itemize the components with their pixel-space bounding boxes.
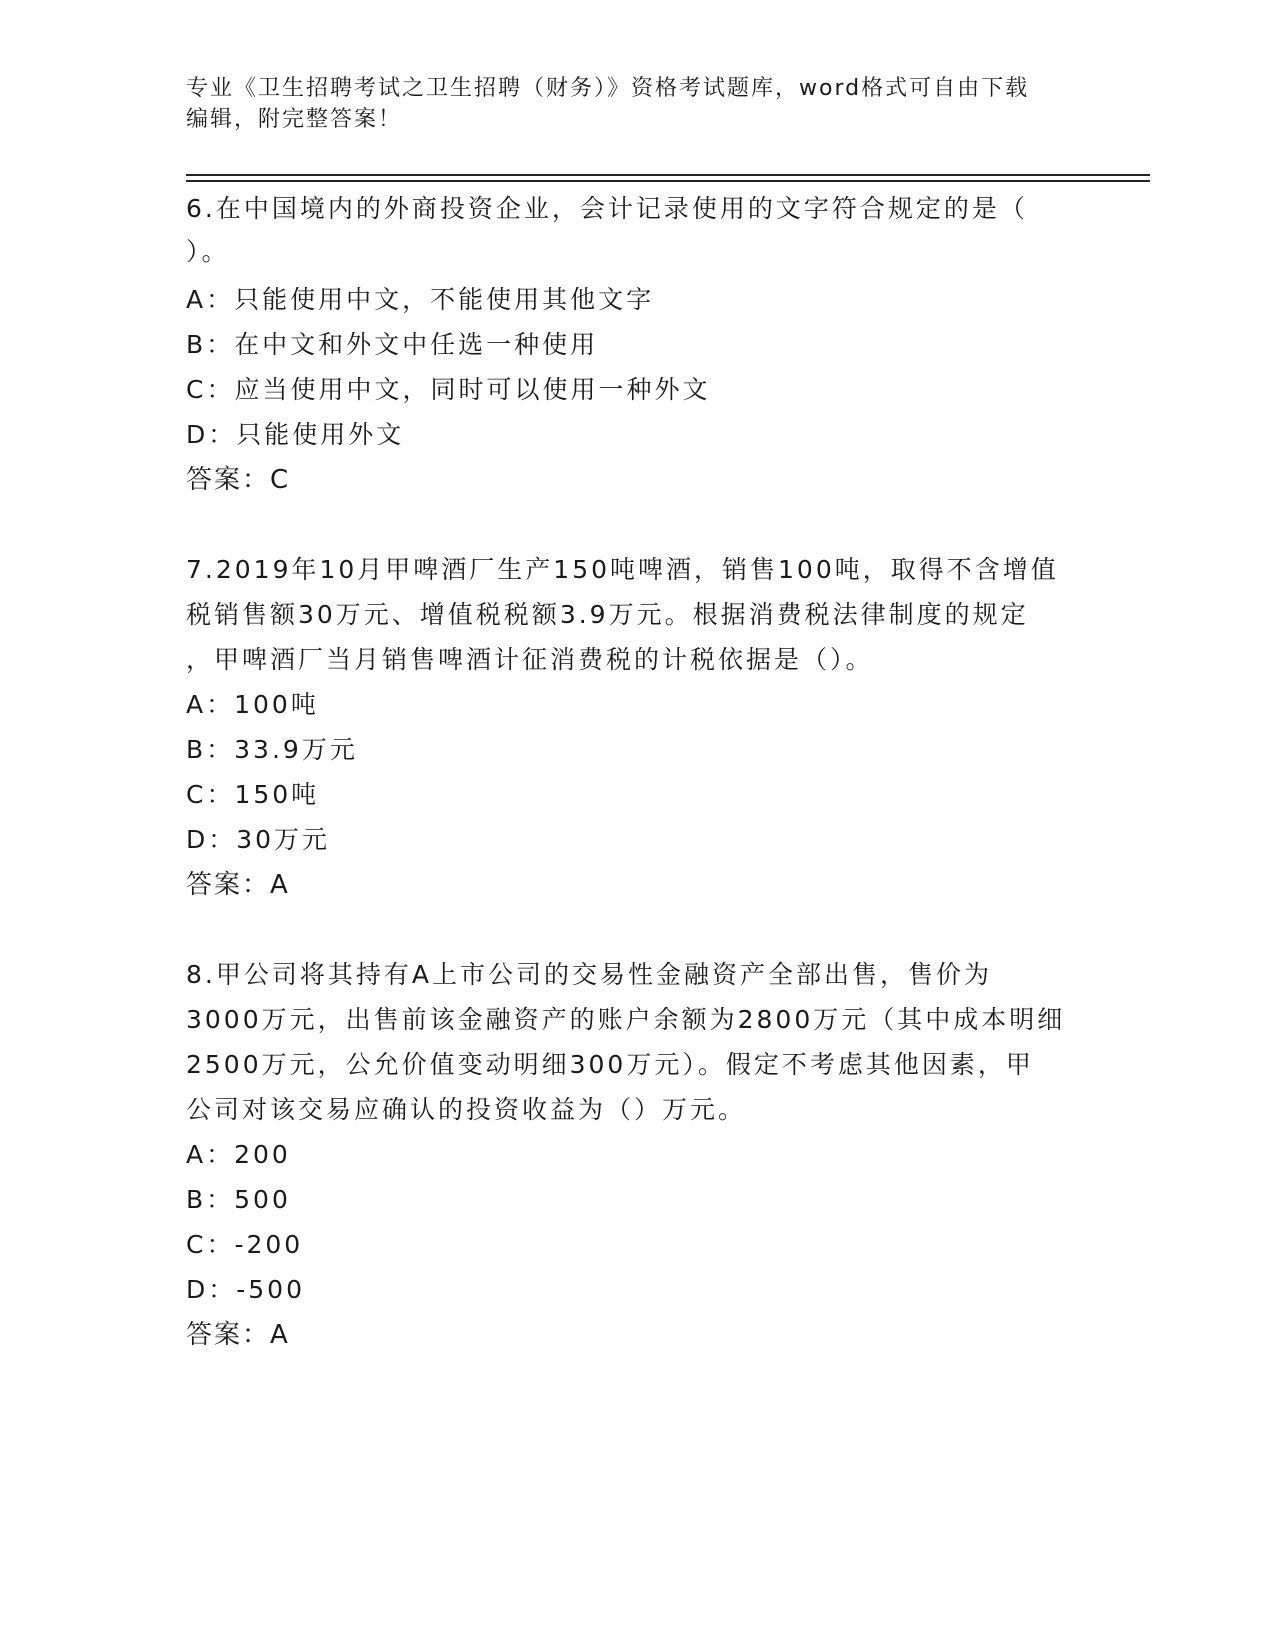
option-b: B：33.9万元 xyxy=(186,735,358,764)
answer-line: 答案：A xyxy=(186,870,290,900)
option-a: A：100吨 xyxy=(186,690,319,719)
option-c: C：应当使用中文，同时可以使用一种外文 xyxy=(186,375,711,404)
option-d: D：30万元 xyxy=(186,825,331,854)
header-rule-top xyxy=(186,174,1150,176)
question-stem-line: 2500万元，公允价值变动明细300万元）。假定不考虑其他因素，甲 xyxy=(186,1050,1034,1079)
option-b: B：在中文和外文中任选一种使用 xyxy=(186,330,599,359)
answer-line: 答案：A xyxy=(186,1320,290,1350)
option-d: D：只能使用外文 xyxy=(186,420,405,449)
header-rule-bottom xyxy=(186,180,1150,182)
question-stem-line: 税销售额30万元、增值税税额3.9万元。根据消费税法律制度的规定 xyxy=(186,600,1029,629)
question-stem-line: ）。 xyxy=(186,237,230,266)
option-d: D：-500 xyxy=(186,1275,305,1304)
option-c: C：150吨 xyxy=(186,780,320,809)
option-b: B：500 xyxy=(186,1185,291,1214)
answer-line: 答案：C xyxy=(186,465,291,495)
option-c: C：-200 xyxy=(186,1230,304,1259)
document-header-line-1: 专业《卫生招聘考试之卫生招聘（财务）》资格考试题库，word格式可自由下载 xyxy=(186,76,1030,101)
question-stem-line: 8.甲公司将其持有A上市公司的交易性金融资产全部出售，售价为 xyxy=(186,960,992,989)
question-stem-line: 6.在中国境内的外商投资企业，会计记录使用的文字符合规定的是（ xyxy=(186,194,1028,223)
question-stem-line: 3000万元，出售前该金融资产的账户余额为2800万元（其中成本明细 xyxy=(186,1005,1066,1034)
document-header-line-2: 编辑，附完整答案！ xyxy=(186,107,403,132)
option-a: A：200 xyxy=(186,1140,291,1169)
question-stem-line: 7.2019年10月甲啤酒厂生产150吨啤酒，销售100吨，取得不含增值 xyxy=(186,555,1059,584)
question-stem-line: 公司对该交易应确认的投资收益为（）万元。 xyxy=(186,1095,747,1124)
question-stem-line: ，甲啤酒厂当月销售啤酒计征消费税的计税依据是（）。 xyxy=(186,645,874,674)
option-a: A：只能使用中文，不能使用其他文字 xyxy=(186,285,655,314)
